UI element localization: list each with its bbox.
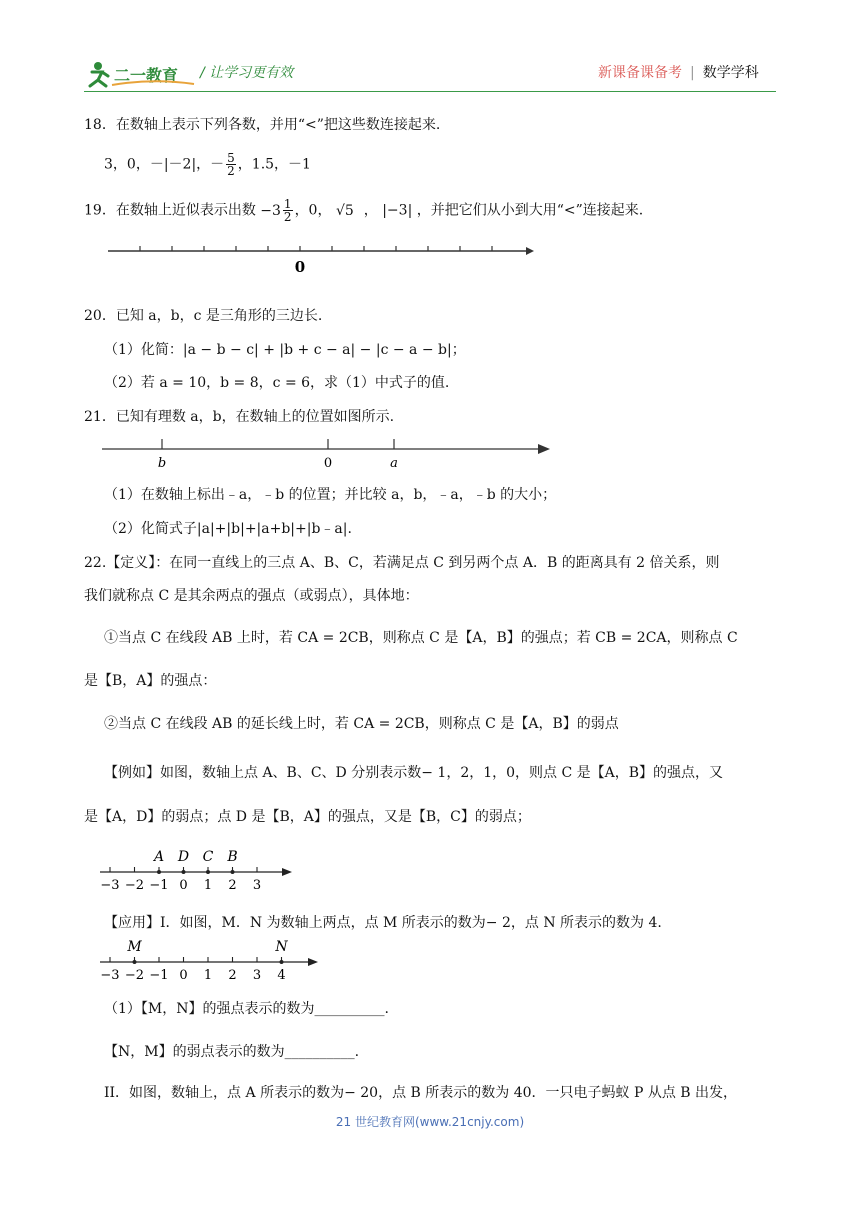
header-right bbox=[598, 62, 759, 82]
axis2-tick-label: 2 bbox=[228, 968, 237, 982]
axis1-tick-label: −1 bbox=[149, 878, 169, 892]
axis2-tick-label: −2 bbox=[124, 968, 145, 982]
q22-example-line1: 【例如】如图，数轴上点 A、B、C、D 分别表示数− 1，2，1，0，则点 C 是【A，B】的强点，又 bbox=[104, 765, 724, 781]
axis2-tick-label: 1 bbox=[203, 968, 213, 982]
q18-numbers-part1: 3，0，－|－2|，－ bbox=[104, 156, 225, 173]
q22-blank2: 【N，M】的弱点表示的数为__________. bbox=[104, 1044, 360, 1060]
q22-example-line2: 是【A，D】的弱点；点 D 是【B，A】的强点，又是【B，C】的弱点； bbox=[84, 809, 531, 825]
axis1-point bbox=[182, 870, 186, 874]
q22-definition-line2: 我们就称点 C 是其余两点的强点（或弱点），具体地： bbox=[84, 588, 419, 604]
q20-stem: 20．已知 a，b，c 是三角形的三边长. bbox=[84, 308, 323, 324]
axis1-tick-label: 3 bbox=[252, 878, 262, 892]
axis1-point-label: A bbox=[153, 849, 165, 865]
q19-number-line bbox=[106, 240, 536, 280]
header-rule bbox=[84, 91, 776, 92]
axis2-tick-label: −1 bbox=[149, 968, 169, 982]
q19-mixed-number bbox=[260, 197, 294, 224]
q21-number-line bbox=[100, 436, 560, 476]
q22-example-number-line bbox=[98, 846, 298, 896]
axis1-point-label: D bbox=[177, 849, 190, 865]
q19-mixed-num: 1 bbox=[283, 197, 292, 211]
q18-frac-num: 5 bbox=[227, 151, 235, 165]
q21-part1: （1）在数轴上标出﹣a，﹣b 的位置；并比较 a，b，﹣a，﹣b 的大小； bbox=[104, 487, 557, 503]
footer: 21 世纪教育网(www.21cnjy.com) bbox=[335, 1115, 525, 1129]
axis1-tick-label: −2 bbox=[124, 878, 145, 892]
axis2-point-label: N bbox=[275, 939, 288, 955]
axis2-tick-label: −3 bbox=[100, 968, 120, 982]
axis1-point-label: C bbox=[202, 849, 214, 865]
q18-fraction bbox=[226, 152, 236, 177]
q21-label-0: 0 bbox=[323, 456, 333, 471]
q19-mid: ，0， bbox=[294, 202, 332, 219]
q22-definition-line1: 22.【定义】：在同一直线上的三点 A、B、C，若满足点 C 到另两个点 A．B 的距离具有 2 倍关系，则 bbox=[84, 555, 720, 571]
arrow-icon bbox=[526, 247, 534, 255]
axis1-tick-label: −3 bbox=[100, 878, 120, 892]
axis2-tick-label: 4 bbox=[277, 968, 286, 982]
q18-frac-den: 2 bbox=[227, 164, 235, 178]
q19-axis-zero: 0 bbox=[294, 258, 306, 276]
q19-abs: |−3| bbox=[382, 202, 413, 219]
arrow-icon bbox=[282, 868, 292, 876]
axis1-tick-label: 2 bbox=[228, 878, 237, 892]
q19-sqrt: √5 bbox=[335, 202, 354, 219]
q22-rule1-line2: 是【B，A】的强点： bbox=[84, 673, 217, 689]
q19-mixed-whole: −3 bbox=[260, 202, 281, 219]
logo bbox=[84, 60, 204, 90]
q18-stem: 18．在数轴上表示下列各数，并用“<”把这些数连接起来. bbox=[84, 117, 441, 133]
header-subject: 数学学科 bbox=[702, 65, 759, 81]
axis2-point-label: M bbox=[127, 939, 142, 955]
q19-suffix: ，并把它们从小到大用“<”连接起来. bbox=[416, 202, 644, 219]
q20-part1: （1）化简：|a − b − c| + |b + c − a| − |c − a − b|； bbox=[104, 342, 466, 358]
axis2-point bbox=[133, 960, 137, 964]
axis1-point bbox=[206, 870, 210, 874]
q22-application-stem: 【应用】I．如图，M．N 为数轴上两点，点 M 所表示的数为− 2，点 N 所表示的数为 4. bbox=[104, 915, 662, 931]
arrow-icon bbox=[538, 444, 550, 454]
arrow-icon bbox=[308, 958, 318, 966]
axis1-tick-label: 0 bbox=[179, 878, 188, 892]
q22-application-number-line bbox=[98, 936, 328, 986]
q20-part2: （2）若 a = 10，b = 8，c = 6，求（1）中式子的值. bbox=[104, 375, 450, 391]
q22-rule1-line1: ①当点 C 在线段 AB 上时，若 CA = 2CB，则称点 C 是【A，B】的强点；若 CB = 2CA，则称点 C bbox=[104, 630, 738, 646]
q19-prefix: 19．在数轴上近似表示出数 bbox=[84, 202, 256, 219]
header-separator: | bbox=[690, 65, 695, 81]
axis1-point-label: B bbox=[227, 849, 238, 865]
axis1-point bbox=[231, 870, 235, 874]
q21-part2: （2）化简式子|a|+|b|+|a+b|+|b﹣a|. bbox=[104, 521, 352, 537]
q19-stem: 19．在数轴上近似表示出数 −3 $\frac{1}{2}$ ，0， √5 ， |−3| ，并把它们从小到大用“<”连接起来. bbox=[84, 197, 644, 224]
q21-label-a: a bbox=[390, 456, 398, 471]
q22-rule2: ②当点 C 在线段 AB 的延长线上时，若 CA = 2CB，则称点 C 是【A，B】的弱点 bbox=[104, 716, 619, 732]
q22-part2-stem: II．如图，数轴上，点 A 所表示的数为− 20，点 B 所表示的数为 40．一只电子蚂蚁 P 从点 B 出发， bbox=[104, 1085, 738, 1101]
q18-numbers bbox=[104, 152, 311, 177]
q18-numbers-part2: ，1.5，－1 bbox=[237, 156, 311, 173]
axis1-tick-label: 1 bbox=[203, 878, 213, 892]
runner-icon bbox=[90, 62, 108, 86]
axis2-point bbox=[280, 960, 284, 964]
q22-blank1: （1）【M，N】的强点表示的数为__________. bbox=[104, 1001, 389, 1017]
logo-text: 二一教育 bbox=[114, 66, 179, 85]
axis1-point bbox=[157, 870, 161, 874]
axis2-tick-label: 0 bbox=[179, 968, 188, 982]
q19-mixed-den: 2 bbox=[283, 210, 292, 224]
axis2-tick-label: 3 bbox=[252, 968, 262, 982]
q21-stem: 21．已知有理数 a，b，在数轴上的位置如图所示. bbox=[84, 409, 395, 425]
header-slogan: / 让学习更有效 bbox=[200, 65, 294, 81]
q21-label-b: b bbox=[157, 456, 167, 471]
header-tag: 新课备课备考 bbox=[598, 65, 682, 81]
